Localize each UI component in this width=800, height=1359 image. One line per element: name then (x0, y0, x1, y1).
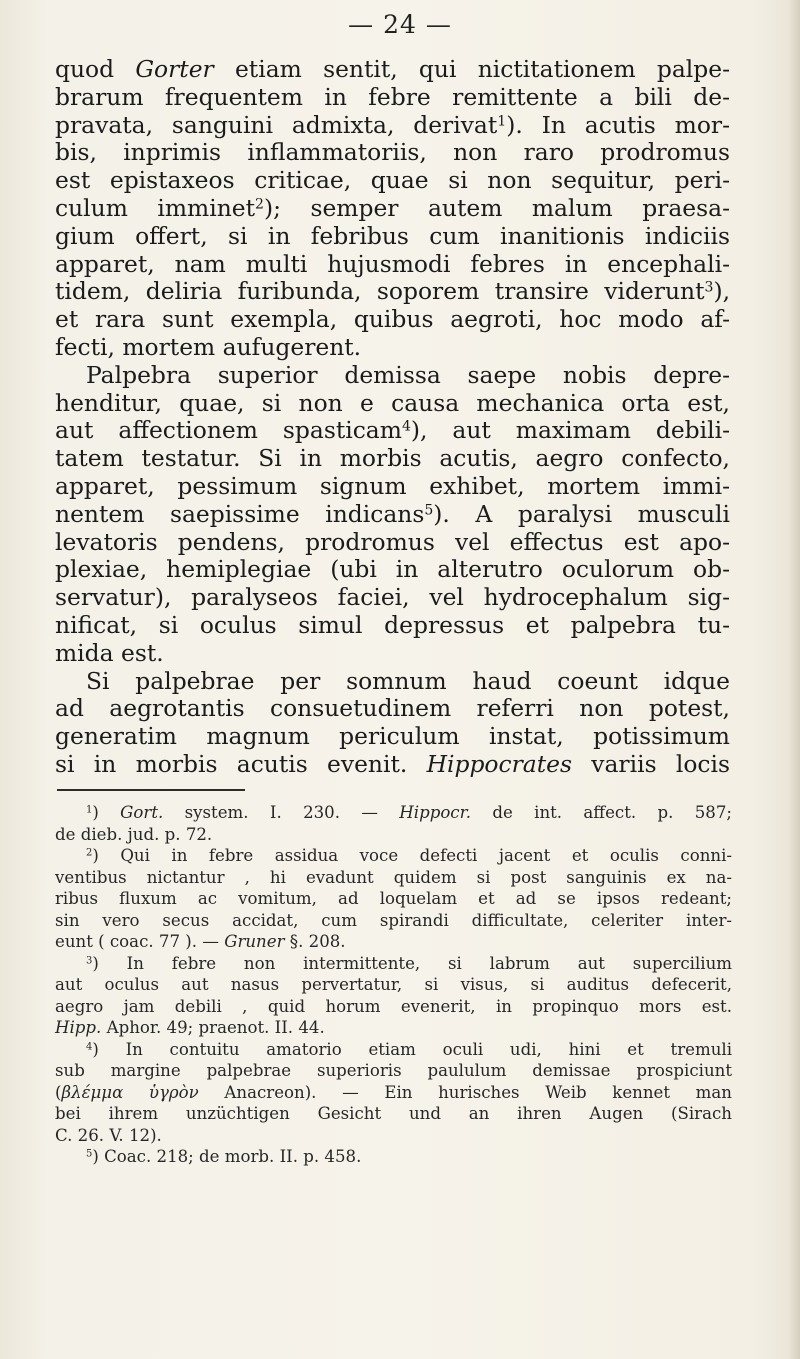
main-text (55, 56, 730, 779)
footnote-line: (βλέμμα ὑγρὸν Anacreon). — Ein hurisches Weib kennet man (55, 1082, 732, 1102)
text-line: plexiae, hemiplegiae (ubi in alterutro oculorum ob- (55, 555, 730, 584)
text-line: aut affectionem spasticam$^4$), aut maximam debili- (55, 416, 730, 445)
page-edge-shadow (788, 0, 800, 1359)
footnote-ref: 5 (424, 502, 434, 519)
footnote-line: sub margine palpebrae superioris paululum demissae prospiciunt (55, 1061, 732, 1080)
author-name: Hippocrates (426, 749, 572, 778)
footnote-ref: 2 (255, 196, 264, 213)
footnote-line: $^2$) Qui in febre assidua voce defecti jacent et oculis conni- (86, 846, 732, 865)
footnote-line: $^4$) In contuitu amatorio etiam oculi udi, hini et tremuli (86, 1039, 732, 1059)
footnotes (55, 802, 732, 1168)
text-line: Si palpebrae per somnum haud coeunt idque (86, 666, 730, 695)
text-line: bis, inprimis inflammatoriis, non raro prodromus (55, 138, 730, 167)
text-line: culum imminet$^2$); semper autem malum praesa- (55, 193, 730, 222)
footnote-line: bei ihrem unzüchtigen Gesicht und an ihren Augen (Sirach (55, 1104, 732, 1123)
text-line: tatem testatur. Si in morbis acutis, aegro confecto, (55, 444, 730, 473)
greek-quote: βλέμμα ὑγρὸν (61, 1082, 199, 1102)
text-line: apparet, nam multi hujusmodi febres in encephali- (55, 249, 730, 278)
text-line: Palpebra superior demissa saepe nobis depre- (86, 360, 730, 389)
footnote-line: Hipp. Aphor. 49; praenot. II. 44. (55, 1018, 325, 1037)
footnote-marker: 4 (86, 1041, 93, 1053)
footnote-line: aegro jam debili , quid horum evenerit, in propinquo mors est. (55, 996, 732, 1016)
footnote-ref: 1 (497, 112, 507, 129)
text-line: apparet, pessimum signum exhibet, mortem immi- (55, 471, 730, 500)
text-line: quod Gorter etiam sentit, qui nictitationem palpe- (55, 55, 730, 83)
footnote-line: C. 26. V. 12). (55, 1125, 162, 1145)
footnote-marker: 2 (86, 847, 93, 859)
text-line: nentem saepissime indicans$^5$). A paralysi musculi (55, 499, 730, 528)
text-line: servatur), paralyseos faciei, vel hydrocephalum sig- (55, 583, 730, 612)
footnote-line: sin vero secus accidat, cum spirandi difficultate, celeriter inter- (55, 910, 732, 930)
footnote-line: $^5$) Coac. 218; de morb. II. p. 458. (86, 1147, 362, 1166)
text-line: et rara sunt exempla, quibus aegroti, hoc modo af- (55, 305, 730, 334)
footnote-marker: 3 (86, 955, 93, 967)
text-line: mida est. (55, 638, 164, 667)
footnote-line: de dieb. jud. p. 72. (55, 824, 213, 844)
text-line: si in morbis acutis evenit. Hippocrates variis locis (55, 749, 730, 778)
text-line: tidem, deliria furibunda, soporem transire viderunt$^3$), (55, 277, 730, 306)
footnote-line: ventibus nictantur , hi evadunt quidem si post sanguinis ex na- (55, 867, 732, 887)
author-name: Gorter (135, 55, 214, 83)
footnote-marker: 1 (86, 804, 93, 816)
text-line: generatim magnum periculum instat, potissimum (55, 722, 730, 751)
footnote-marker: 5 (86, 1148, 93, 1160)
footnote-line: eunt ( coac. 77 ). — Gruner §. 208. (55, 932, 346, 951)
footnote-ref: 3 (704, 279, 714, 296)
page-number: — 24 — (348, 10, 452, 39)
text-line: pravata, sanguini admixta, derivat$^1$). In acutis mor- (55, 110, 730, 139)
footnote-line: $^3$) In febre non intermittente, si labrum aut supercilium (86, 953, 732, 973)
footnote-line: aut oculus aut nasus pervertatur, si visus, si auditus defecerit, (55, 975, 732, 994)
footnote-line: $^1$) Gort. system. I. 230. — Hippocr. de int. affect. p. 587; (86, 803, 732, 822)
text-line: ad aegrotantis consuetudinem referri non potest, (55, 694, 730, 723)
footnote-ref: 4 (401, 418, 411, 435)
text-line: gium offert, si in febribus cum inanitionis indiciis (55, 221, 730, 250)
text-line: henditur, quae, si non e causa mechanica orta est, (55, 388, 730, 417)
footnote-divider (57, 789, 245, 791)
text-line: fecti, mortem aufugerent. (55, 332, 362, 361)
text-line: nificat, si oculus simul depressus et palpebra tu- (55, 610, 730, 639)
text-line: brarum frequentem in febre remittente a bili de- (55, 82, 730, 111)
text-line: levatoris pendens, prodromus vel effectus est apo- (55, 527, 730, 556)
footnote-line: ribus fluxum ac vomitum, ad loquelam et ad se ipsos redeant; (55, 889, 732, 908)
text-line: est epistaxeos criticae, quae si non sequitur, peri- (55, 166, 730, 195)
